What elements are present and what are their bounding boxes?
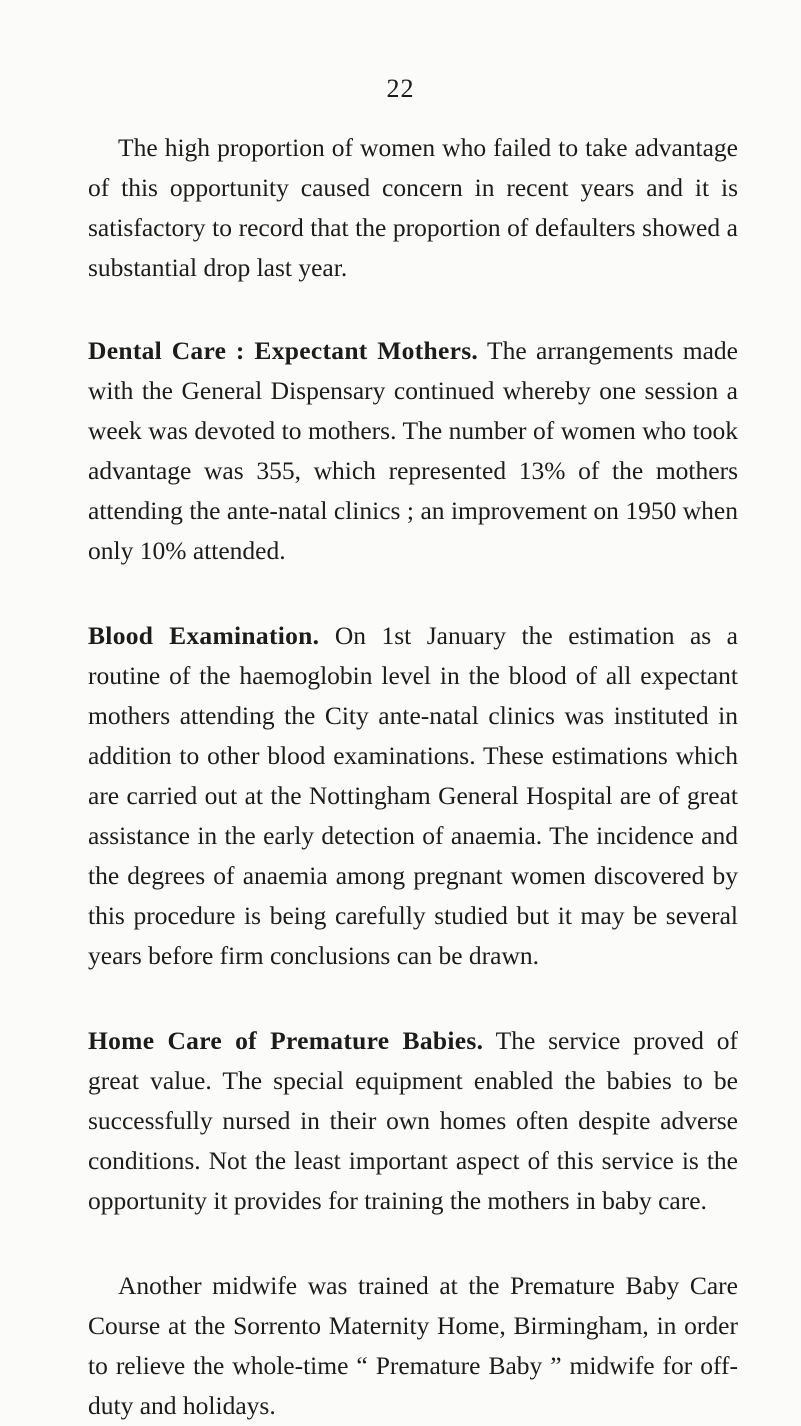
section-heading-blood-examination: Blood Examination. [88, 621, 320, 650]
paragraph-premature-babies [88, 1021, 738, 1221]
paragraph-text: On 1st January the estimation as a routine of the haemoglobin level in the blood of all expectant mothers attending the City ante-natal clinics was instituted in addition to other blood examinations. These estimations which are carried out at the Nottingham General Hospital are of great assistance in the early detection of anaemia. The incidence and the degrees of anaemia among pregnant women discovered by this procedure is being carefully studied but it may be several years before firm conclusions can be drawn. [88, 621, 738, 970]
section-heading-premature-babies: Home Care of Premature Babies. [88, 1026, 484, 1055]
paragraph-midwife-training [88, 1266, 738, 1426]
paragraph-defaulters [88, 128, 738, 288]
paragraph-blood-examination [88, 616, 738, 976]
paragraph-dental-care [88, 331, 738, 571]
paragraph-text: Another midwife was trained at the Premature Baby Care Course at the Sorrento Maternity Home, Birmingham, in order to relieve the whole-time “ Premature Baby ” midwife for off-duty and holidays. [88, 1271, 738, 1420]
paragraph-text: The service proved of great value. The special equipment enabled the babies to be successfully nursed in their own homes often despite adverse conditions. Not the least important aspect of this service is the opportunity it provides for training the mothers in baby care. [88, 1026, 738, 1215]
page-number: 22 [386, 74, 415, 103]
paragraph-text: The high proportion of women who failed to take advantage of this opportunity caused concern in recent years and it is satisfactory to record that the proportion of defaulters showed a substantial drop last year. [88, 133, 738, 282]
body-text [88, 128, 738, 1426]
section-heading-dental-care: Dental Care : Expectant Mothers. [88, 336, 479, 365]
paragraph-text: The arrangements made with the General Dispensary continued whereby one session a week was devoted to mothers. The number of women who took advantage was 355, which represented 13% of the mothers attending the ante-natal clinics ; an improvement on 1950 when only 10% attended. [88, 336, 738, 565]
